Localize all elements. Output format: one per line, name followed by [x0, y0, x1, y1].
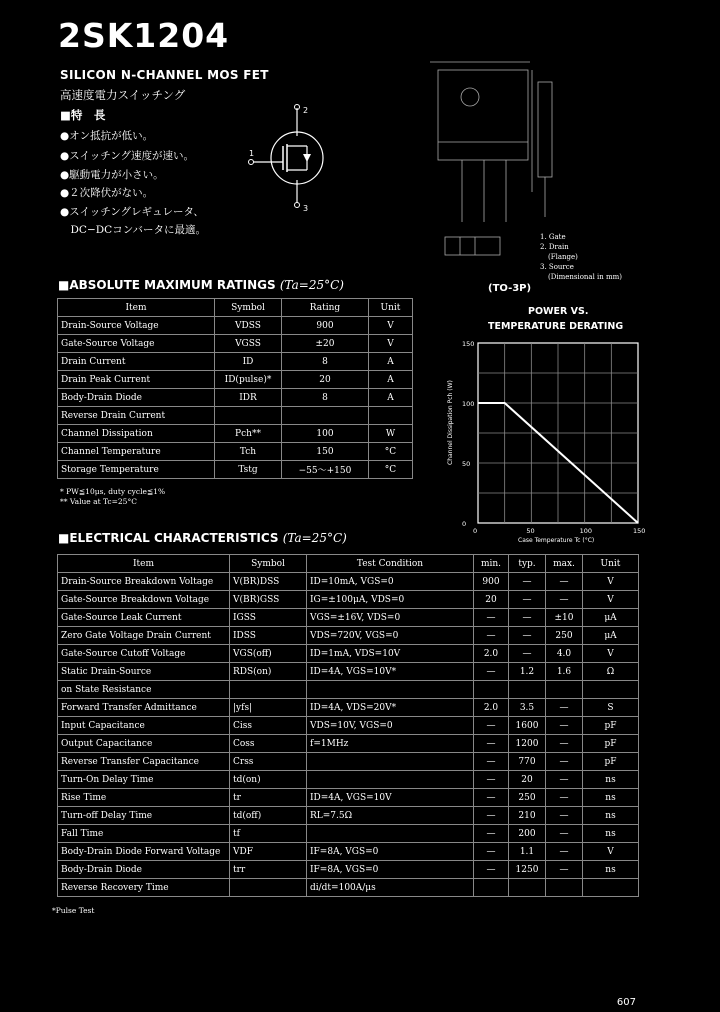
y-tick-label: 50 — [462, 460, 471, 468]
pin-drain-label: 2 — [303, 106, 309, 115]
table-cell: Drain Current — [58, 353, 215, 371]
table-cell: — — [474, 735, 509, 753]
table-cell: td(off) — [230, 807, 307, 825]
table-row — [58, 353, 413, 371]
legend-line: 3. Source — [540, 263, 574, 271]
table-cell: ID=10mA, VGS=0 — [307, 573, 474, 591]
col-rating: Rating — [282, 299, 369, 317]
table-cell — [215, 407, 282, 425]
table-cell: Channel Temperature — [58, 443, 215, 461]
table-cell — [546, 681, 583, 699]
table-cell: μA — [583, 627, 639, 645]
table-cell: IGSS — [230, 609, 307, 627]
mosfet-symbol-icon — [245, 100, 330, 215]
table-cell: f=1MHz — [307, 735, 474, 753]
table-cell: Drain-Source Voltage — [58, 317, 215, 335]
table-row — [58, 407, 413, 425]
col-unit: Unit — [583, 555, 639, 573]
table-row — [58, 717, 639, 735]
x-tick-label: 100 — [579, 527, 593, 535]
table-cell — [509, 681, 546, 699]
table-cell: Channel Dissipation — [58, 425, 215, 443]
table-cell: Body-Drain Diode — [58, 389, 215, 407]
table-cell: — — [546, 861, 583, 879]
table-cell: Rise Time — [58, 789, 230, 807]
table-cell: ID=4A, VGS=10V — [307, 789, 474, 807]
table-cell: V(BR)GSS — [230, 591, 307, 609]
table-cell: IF=8A, VGS=0 — [307, 861, 474, 879]
table-cell: 3.5 — [509, 699, 546, 717]
table-cell: 100 — [282, 425, 369, 443]
table-cell: Ciss — [230, 717, 307, 735]
col-min: min. — [474, 555, 509, 573]
table-cell: VDS=720V, VGS=0 — [307, 627, 474, 645]
table-cell: — — [474, 861, 509, 879]
table-row — [58, 461, 413, 479]
table-row — [58, 663, 639, 681]
pin-gate-label: 1 — [249, 149, 255, 158]
table-row — [58, 389, 413, 407]
table-cell: — — [474, 609, 509, 627]
table-cell: Turn-off Delay Time — [58, 807, 230, 825]
table-cell: Fall Time — [58, 825, 230, 843]
table-cell: Tstg — [215, 461, 282, 479]
table-cell: — — [546, 843, 583, 861]
table-cell: A — [369, 371, 413, 389]
table-cell: Body-Drain Diode Forward Voltage — [58, 843, 230, 861]
col-typ: typ. — [509, 555, 546, 573]
x-tick-label: 0 — [473, 527, 478, 535]
table-cell: tf — [230, 825, 307, 843]
table-cell: — — [546, 699, 583, 717]
elec-heading — [58, 531, 347, 545]
chart-title-line2: TEMPERATURE DERATING — [488, 321, 624, 332]
table-cell: — — [474, 753, 509, 771]
table-cell: S — [583, 699, 639, 717]
feature-item: ●オン抵抗が低い。 — [60, 130, 154, 142]
table-cell: IDSS — [230, 627, 307, 645]
table-cell — [307, 771, 474, 789]
derating-chart — [438, 335, 650, 547]
table-cell: Drain Peak Current — [58, 371, 215, 389]
table-cell: — — [474, 627, 509, 645]
table-cell: Input Capacitance — [58, 717, 230, 735]
table-cell: — — [546, 753, 583, 771]
table-cell: VGS(off) — [230, 645, 307, 663]
table-header-row — [58, 299, 413, 317]
table-cell: Gate-Source Breakdown Voltage — [58, 591, 230, 609]
table-cell: |yfs| — [230, 699, 307, 717]
table-cell: 1.6 — [546, 663, 583, 681]
table-cell: W — [369, 425, 413, 443]
table-cell: VDSS — [215, 317, 282, 335]
col-max: max. — [546, 555, 583, 573]
table-cell — [307, 681, 474, 699]
table-cell: Pch** — [215, 425, 282, 443]
table-row — [58, 591, 639, 609]
table-cell: ns — [583, 789, 639, 807]
table-cell: ID(pulse)* — [215, 371, 282, 389]
feature-item: ●スイッチングレギュレータ、 — [60, 206, 204, 218]
table-cell: −55～+150 — [282, 461, 369, 479]
table-cell: Zero Gate Voltage Drain Current — [58, 627, 230, 645]
table-cell: IG=±100μA, VDS=0 — [307, 591, 474, 609]
application-jp: 高速度電力スイッチング — [60, 88, 186, 102]
table-cell: V — [583, 843, 639, 861]
table-cell: — — [474, 807, 509, 825]
table-cell: — — [546, 789, 583, 807]
table-cell: ID=4A, VGS=10V* — [307, 663, 474, 681]
table-cell: di/dt=100A/μs — [307, 879, 474, 897]
table-cell: trr — [230, 861, 307, 879]
table-cell: ±20 — [282, 335, 369, 353]
table-cell: — — [509, 573, 546, 591]
table-cell: V — [583, 645, 639, 663]
table-cell: 2.0 — [474, 699, 509, 717]
table-cell: 210 — [509, 807, 546, 825]
table-cell: 1200 — [509, 735, 546, 753]
table-cell: 770 — [509, 753, 546, 771]
table-cell: Drain-Source Breakdown Voltage — [58, 573, 230, 591]
table-cell — [509, 879, 546, 897]
table-cell: — — [546, 717, 583, 735]
table-cell — [230, 879, 307, 897]
x-tick-label: 150 — [633, 527, 646, 535]
table-cell: — — [546, 735, 583, 753]
table-cell: 1.2 — [509, 663, 546, 681]
table-row — [58, 699, 639, 717]
table-cell — [474, 879, 509, 897]
table-cell: 20 — [509, 771, 546, 789]
table-cell: Ω — [583, 663, 639, 681]
table-row — [58, 681, 639, 699]
x-tick-label: 50 — [526, 527, 535, 535]
table-row — [58, 771, 639, 789]
table-cell — [369, 407, 413, 425]
col-item: Item — [58, 299, 215, 317]
table-cell: 250 — [509, 789, 546, 807]
package-name: (TO-3P) — [488, 283, 532, 294]
pin-source-label: 3 — [303, 204, 309, 213]
table-cell: 150 — [282, 443, 369, 461]
col-symbol: Symbol — [230, 555, 307, 573]
table-cell: pF — [583, 753, 639, 771]
table-cell: V — [369, 317, 413, 335]
abs-max-heading — [58, 278, 344, 292]
table-row — [58, 825, 639, 843]
table-cell: 2.0 — [474, 645, 509, 663]
table-cell: ns — [583, 771, 639, 789]
feature-item: ●２次降伏がない。 — [60, 187, 154, 199]
legend-line: (Flange) — [548, 253, 578, 261]
table-cell: 20 — [282, 371, 369, 389]
table-cell: — — [474, 789, 509, 807]
elec-condition: (Ta=25°C) — [282, 531, 347, 545]
table-cell: Static Drain-Source — [58, 663, 230, 681]
table-cell: Storage Temperature — [58, 461, 215, 479]
table-cell — [583, 681, 639, 699]
table-cell: ns — [583, 861, 639, 879]
table-cell — [307, 753, 474, 771]
table-cell: Gate-Source Leak Current — [58, 609, 230, 627]
table-cell — [583, 879, 639, 897]
table-cell: VDF — [230, 843, 307, 861]
table-cell: Reverse Recovery Time — [58, 879, 230, 897]
table-cell: 20 — [474, 591, 509, 609]
abs-note: * PW≦10μs, duty cycle≦1% — [60, 487, 166, 496]
table-cell: IF=8A, VGS=0 — [307, 843, 474, 861]
table-cell: — — [546, 771, 583, 789]
table-cell: — — [509, 645, 546, 663]
table-cell: RDS(on) — [230, 663, 307, 681]
feature-item: ●スイッチング速度が速い。 — [60, 150, 195, 162]
table-cell: td(on) — [230, 771, 307, 789]
y-tick-label: 0 — [462, 520, 467, 528]
table-cell: 1250 — [509, 861, 546, 879]
table-cell: — — [509, 609, 546, 627]
table-cell: 900 — [474, 573, 509, 591]
table-cell: 1600 — [509, 717, 546, 735]
table-cell: Forward Transfer Admittance — [58, 699, 230, 717]
table-cell: Tch — [215, 443, 282, 461]
table-cell — [307, 825, 474, 843]
table-header-row — [58, 555, 639, 573]
col-item: Item — [58, 555, 230, 573]
table-cell: 200 — [509, 825, 546, 843]
table-cell: 8 — [282, 389, 369, 407]
feature-item: DC−DCコンバータに最適。 — [60, 224, 206, 236]
table-cell: — — [474, 717, 509, 735]
table-cell: — — [474, 825, 509, 843]
table-cell: RL=7.5Ω — [307, 807, 474, 825]
table-cell: — — [474, 771, 509, 789]
table-cell: ±10 — [546, 609, 583, 627]
table-row — [58, 371, 413, 389]
table-cell: — — [546, 591, 583, 609]
table-cell — [230, 681, 307, 699]
table-cell: V — [369, 335, 413, 353]
table-cell: V — [583, 591, 639, 609]
table-cell: IDR — [215, 389, 282, 407]
pulse-note: *Pulse Test — [52, 906, 95, 915]
table-cell: — — [509, 591, 546, 609]
col-condition: Test Condition — [307, 555, 474, 573]
device-description: SILICON N-CHANNEL MOS FET — [60, 68, 269, 82]
table-cell: Output Capacitance — [58, 735, 230, 753]
abs-max-table — [57, 298, 413, 479]
chart-ylabel: Channel Dissipation Pch (W) — [447, 380, 454, 465]
table-row — [58, 443, 413, 461]
table-cell: μA — [583, 609, 639, 627]
chart-xlabel: Case Temperature Tc (°C) — [518, 537, 595, 544]
elec-table — [57, 554, 639, 897]
table-cell: — — [546, 573, 583, 591]
table-cell: Reverse Drain Current — [58, 407, 215, 425]
table-cell: V(BR)DSS — [230, 573, 307, 591]
table-cell — [282, 407, 369, 425]
table-cell: Body-Drain Diode — [58, 861, 230, 879]
table-cell — [474, 681, 509, 699]
table-cell: ID=1mA, VDS=10V — [307, 645, 474, 663]
table-row — [58, 843, 639, 861]
table-cell: VGS=±16V, VDS=0 — [307, 609, 474, 627]
y-tick-label: 100 — [462, 400, 475, 408]
table-cell: pF — [583, 735, 639, 753]
col-unit: Unit — [369, 299, 413, 317]
package-legend — [540, 232, 622, 282]
part-number: 2SK1204 — [58, 16, 230, 55]
feature-item: ●駆動電力が小さい。 — [60, 169, 164, 181]
table-cell: ID — [215, 353, 282, 371]
table-row — [58, 573, 639, 591]
legend-line: (Dimensional in mm) — [548, 273, 623, 281]
table-row — [58, 807, 639, 825]
elec-title: ■ELECTRICAL CHARACTERISTICS — [58, 531, 279, 545]
table-row — [58, 609, 639, 627]
abs-note: ** Value at Tc=25°C — [60, 497, 137, 506]
col-symbol: Symbol — [215, 299, 282, 317]
table-cell: — — [546, 807, 583, 825]
table-row — [58, 861, 639, 879]
table-cell: Crss — [230, 753, 307, 771]
table-cell: ns — [583, 825, 639, 843]
table-cell: V — [583, 573, 639, 591]
table-row — [58, 425, 413, 443]
table-cell: VGSS — [215, 335, 282, 353]
table-cell: Gate-Source Cutoff Voltage — [58, 645, 230, 663]
table-cell: on State Resistance — [58, 681, 230, 699]
table-cell: A — [369, 389, 413, 407]
abs-max-condition: (Ta=25°C) — [279, 278, 344, 292]
table-cell: Coss — [230, 735, 307, 753]
table-row — [58, 789, 639, 807]
table-row — [58, 879, 639, 897]
table-cell: tr — [230, 789, 307, 807]
table-cell: Turn-On Delay Time — [58, 771, 230, 789]
features-heading: ■特 長 — [60, 108, 106, 122]
table-row — [58, 735, 639, 753]
table-row — [58, 317, 413, 335]
table-cell: 900 — [282, 317, 369, 335]
table-cell: 8 — [282, 353, 369, 371]
table-cell: Gate-Source Voltage — [58, 335, 215, 353]
table-cell: VDS=10V, VGS=0 — [307, 717, 474, 735]
table-cell: °C — [369, 461, 413, 479]
y-tick-label: 150 — [462, 340, 475, 348]
chart-title-line1: POWER VS. — [528, 306, 589, 317]
table-cell: Reverse Transfer Capacitance — [58, 753, 230, 771]
table-cell: 1.1 — [509, 843, 546, 861]
table-cell: — — [546, 825, 583, 843]
table-row — [58, 335, 413, 353]
table-cell — [546, 879, 583, 897]
table-cell: A — [369, 353, 413, 371]
table-cell: 4.0 — [546, 645, 583, 663]
legend-line: 1. Gate — [540, 233, 566, 241]
table-cell: ID=4A, VDS=20V* — [307, 699, 474, 717]
table-cell: °C — [369, 443, 413, 461]
table-row — [58, 645, 639, 663]
table-cell: — — [474, 663, 509, 681]
table-row — [58, 627, 639, 645]
legend-line: 2. Drain — [540, 243, 569, 251]
table-cell: ns — [583, 807, 639, 825]
table-cell: — — [509, 627, 546, 645]
table-row — [58, 753, 639, 771]
abs-max-title: ■ABSOLUTE MAXIMUM RATINGS — [58, 278, 276, 292]
table-cell: — — [474, 843, 509, 861]
table-cell: 250 — [546, 627, 583, 645]
page-number: 607 — [616, 997, 636, 1008]
table-cell: pF — [583, 717, 639, 735]
